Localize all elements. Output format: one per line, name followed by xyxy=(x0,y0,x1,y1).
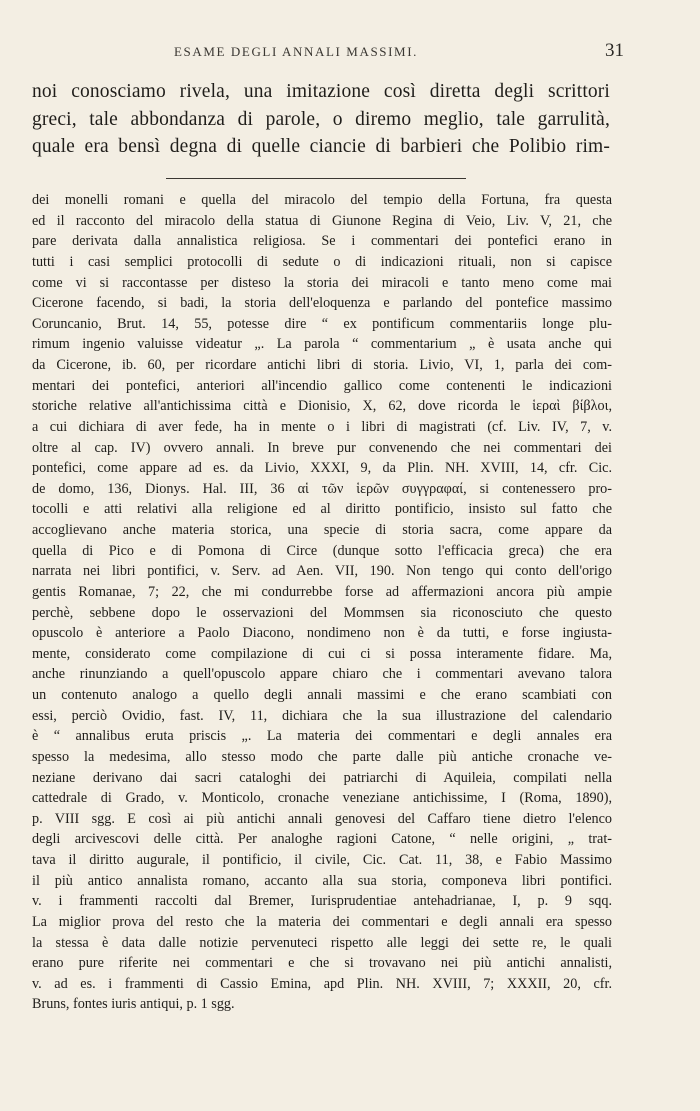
footnote-line: quella di Pico e di Pomona di Circe (dunque sotto l'efficacia greca) che era xyxy=(32,542,612,559)
footnote-line: narrata nei libri pontifici, v. Serv. ad Aen. VII, 190. Non tengo qui conto dell'origo xyxy=(32,563,612,580)
footnote-line: Bruns, fontes iuris antiqui, p. 1 sgg. xyxy=(32,996,235,1013)
footnote-line: tutti i casi semplici protocolli di sedute o di indicazioni rituali, non si capisce xyxy=(32,253,612,270)
footnote-line: neziane derivano dai sacri cataloghi dei patriarchi di Aquileia, compilati nella xyxy=(32,769,612,786)
footnote-line: anche rinunziando a quell'opuscolo appare chiaro che i commentari avevano talora xyxy=(32,666,612,683)
footnote-line: la stessa è data dalle notizie pervenuteci rispetto alle leggi dei sette re, le quali xyxy=(32,934,612,951)
footnote-line: spesso la medesima, allo stesso modo che parte dalle più antiche cronache ve- xyxy=(32,748,612,765)
footnote-line: tocolli e atti relativi alla religione ed al diritto pontificio, insisto sul fatto che xyxy=(32,501,612,518)
footnote-line: il più antico annalista romano, accanto alla sua storia, componeva libri pontifici. xyxy=(32,872,612,889)
footnote-line: dei monelli romani e quella del miracolo del tempio della Fortuna, fra questa xyxy=(32,192,612,208)
footnote-line: pare derivata dalla annalistica religiosa. Se i commentari dei pontefici erano in xyxy=(32,233,612,250)
footnote-line: mentari dei pontefici, anteriori all'incendio gallico come contenenti le indicazioni xyxy=(32,377,612,394)
footnote-line: Coruncanio, Brut. 14, 55, potesse dire “ ex pontificum commentariis longe plu- xyxy=(32,315,612,332)
footnote-separator xyxy=(166,178,466,179)
footnote-line: cattedrale di Grado, v. Monticolo, cronache veneziane antichissime, I (Roma, 1890), xyxy=(32,790,612,807)
footnote-line: gentis Romanae, 7; 22, che mi condurrebbe forse ad affermazioni ancora più ampie xyxy=(32,583,612,600)
footnote-line: pontefici, come appare ad es. da Livio, XXXI, 9, da Plin. NH. XVIII, 14, cfr. Cic. xyxy=(32,460,612,477)
footnote-line: accoglievano anche materia storica, una specie di storia sacra, come appare da xyxy=(32,522,612,538)
footnote-line: oltre al cap. IV) ovvero annali. In breve pur convenendo che nei commentari dei xyxy=(32,439,612,456)
footnote-line: storiche relative all'antichissima città e Dionisio, X, 62, dove ricorda le ἱεραὶ βίβλοι, xyxy=(32,398,612,415)
page-number: 31 xyxy=(605,40,624,61)
running-title: ESAME DEGLI ANNALI MASSIMI. xyxy=(174,44,418,59)
body-line: greci, tale abbondanza di parole, o diremo meglio, tale garrulità, xyxy=(32,108,610,130)
footnote-line: rimum ingenio valuisse videatur „. La parola “ commentarium „ è usata anche qui xyxy=(32,336,612,353)
footnote-line: tava il diritto augurale, il pontificio, il civile, Cic. Cat. 11, 38, e Fabio Massimo xyxy=(32,852,612,868)
body-line: noi conosciamo rivela, una imitazione così diretta degli scrittori xyxy=(32,81,610,102)
footnote-line: essi, perciò Ovidio, fast. IV, 11, dichiara che la sua illustrazione del calendario xyxy=(32,707,612,724)
footnote-line: erano pure riferite nei commentari e che si trovavano nei più antichi annalisti, xyxy=(32,955,612,972)
footnote-line: come vi si raccontasse per disteso la storia dei miracoli e tanto meno come mai xyxy=(32,274,612,291)
footnote-line: è “ annalibus eruta priscis „. La materia dei commentari e degli annales era xyxy=(32,728,612,745)
footnote-line: ed il racconto del miracolo della statua di Giunone Regina di Veio, Liv. V, 21, che xyxy=(32,212,612,229)
footnote-line: mente, considerato come compilazione di cui ci si possa interamente fidare. Ma, xyxy=(32,645,612,662)
footnote-line: opuscolo è anteriore a Paolo Diacono, nondimeno non è da tutti, e forse ingiusta- xyxy=(32,625,612,642)
footnote-line: un contenuto analogo a quello degli annali massimi e che erano scambiati con xyxy=(32,687,612,703)
footnote xyxy=(32,190,612,1015)
main-text xyxy=(32,78,610,161)
body-line: quale era bensì degna di quelle ciancie di barbieri che Polibio rim- xyxy=(32,136,610,157)
footnote-line: de domo, 136, Dionys. Hal. III, 36 αἱ τῶν ἱερῶν συγγραφαί, si contenessero pro- xyxy=(32,480,612,497)
footnote-line: v. i frammenti raccolti dal Bremer, Iurisprudentiae antehadrianae, I, p. 9 sqq. xyxy=(32,893,612,910)
footnote-line: p. VIII sgg. E così ai più antichi annali genovesi del Caffaro tiene dietro l'elenco xyxy=(32,810,612,827)
footnote-line: perchè, sebbene dopo le osservazioni del Mommsen sia riconosciuto che questo xyxy=(32,604,612,621)
footnote-line: Cicerone facendo, si badi, la storia dell'eloquenza e parlando del pontefice massimo xyxy=(32,295,612,312)
footnote-line: da Cicerone, ib. 60, per ricordare antichi libri di storia. Livio, VI, 1, parla dei com- xyxy=(32,357,612,373)
footnote-line: a cui dichiara di aver fede, ha in mente o i libri di magistrati (cf. Liv. IV, 7, v. xyxy=(32,418,612,435)
footnote-line: degli arcivescovi delle città. Per analoghe ragioni Catone, “ nelle origini, „ trat- xyxy=(32,831,612,848)
footnote-line: La miglior prova del resto che la materia dei commentari e degli annali era spesso xyxy=(32,913,612,930)
page-header xyxy=(34,40,624,70)
footnote-line: v. ad es. i frammenti di Cassio Emina, apd Plin. NH. XVIII, 7; XXXII, 20, cfr. xyxy=(32,975,612,992)
